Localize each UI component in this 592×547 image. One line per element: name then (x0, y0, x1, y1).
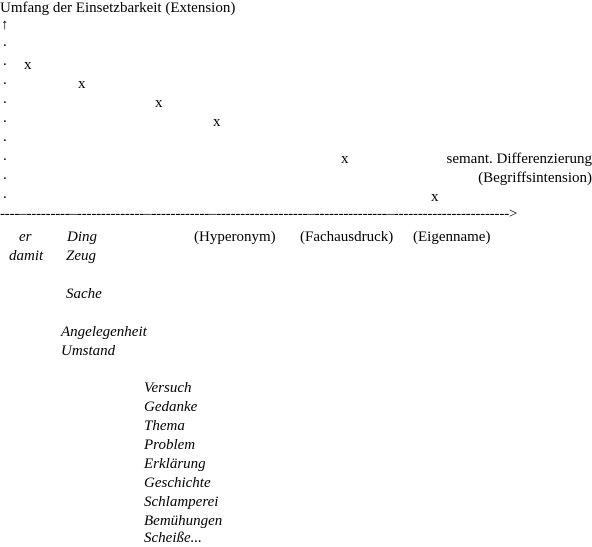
up-arrow-icon: ↑ (1, 17, 9, 33)
marker-x: x (24, 57, 32, 73)
y-axis-dot: . (3, 72, 7, 88)
y-axis-dot: . (3, 148, 7, 164)
word-er: er (19, 229, 32, 245)
y-axis-dot: . (3, 91, 7, 107)
marker-x: x (155, 95, 163, 111)
word-thema: Thema (144, 418, 185, 434)
word-sache: Sache (66, 286, 102, 302)
word-angelegenheit: Angelegenheit (61, 324, 147, 340)
word-problem: Problem (144, 437, 196, 453)
y-axis-dot: . (3, 53, 7, 69)
word-versuch: Versuch (144, 380, 192, 396)
word-geschichte: Geschichte (144, 475, 211, 491)
y-axis-dot: . (3, 186, 7, 202)
word-gedanke: Gedanke (144, 399, 198, 415)
word-schlamperei: Schlamperei (144, 494, 219, 510)
y-axis-dot: . (3, 110, 7, 126)
marker-x: x (213, 114, 221, 130)
marker-x: x (341, 151, 349, 167)
figure-title: Umfang der Einsetzbarkeit (Extension) (0, 0, 236, 16)
word-ding: Ding (67, 229, 97, 245)
word-umstand: Umstand (61, 343, 116, 359)
header-fachausdruck: (Fachausdruck) (300, 229, 394, 245)
y-axis-dot: . (3, 129, 7, 145)
header-eigenname: (Eigenname) (413, 229, 491, 245)
x-axis-label-line1: semant. Differenzierung (446, 151, 592, 167)
x-axis-line: ----–---------–--------------–------------–-------------------–---------------–------------------------> (0, 206, 518, 222)
word-scheisse: Scheiße... (144, 530, 202, 546)
word-erklaerung: Erklärung (144, 456, 206, 472)
y-axis-dot: . (3, 34, 7, 50)
header-hyperonym: (Hyperonym) (194, 229, 276, 245)
word-damit: damit (9, 248, 44, 264)
word-zeug: Zeug (66, 248, 96, 264)
x-axis-label-line2: (Begriffsintension) (478, 170, 592, 186)
marker-x: x (78, 76, 86, 92)
word-bemuehungen: Bemühungen (144, 513, 223, 529)
y-axis-dot: . (3, 167, 7, 183)
marker-x: x (431, 189, 439, 205)
